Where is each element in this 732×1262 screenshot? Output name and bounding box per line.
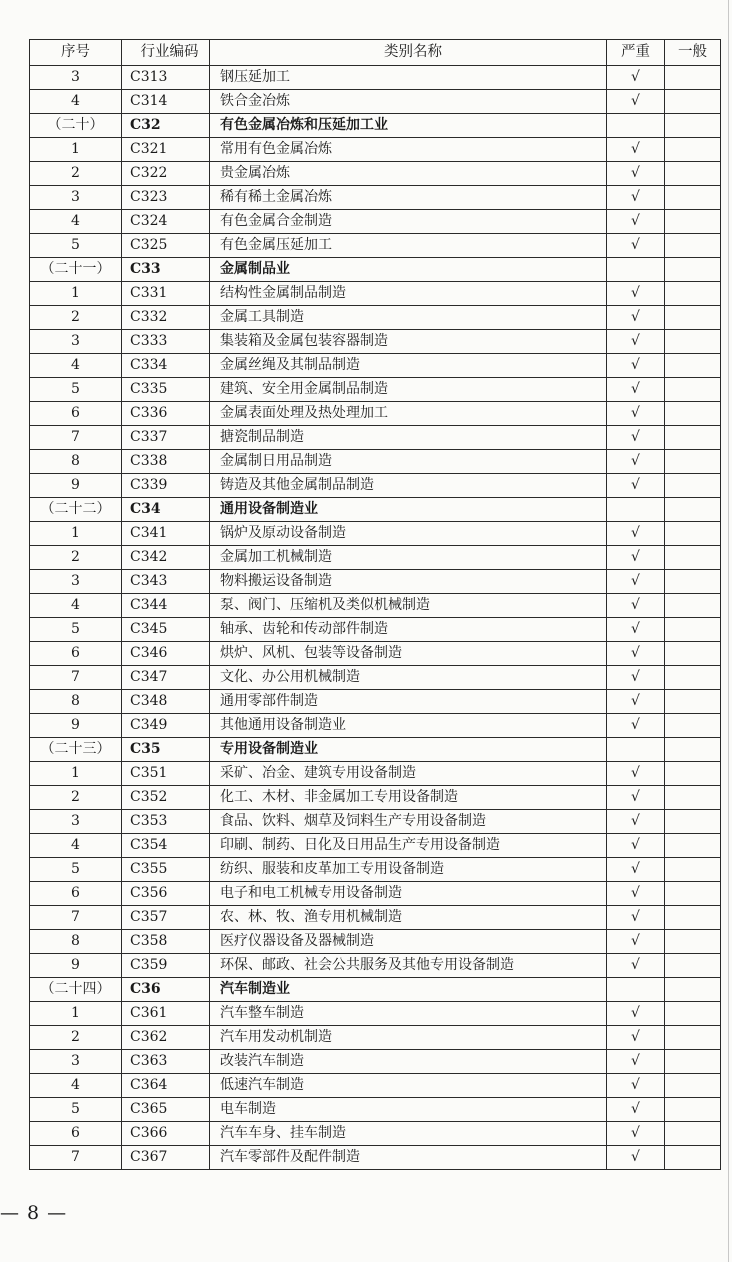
cell-general	[665, 954, 721, 978]
cell-code: C333	[122, 330, 210, 354]
cell-general	[665, 714, 721, 738]
section-row	[30, 738, 721, 762]
cell-name: 汽车制造业	[210, 978, 607, 1002]
cell-general	[665, 258, 721, 282]
cell-seq: 1	[30, 1002, 122, 1026]
cell-seq: 6	[30, 642, 122, 666]
cell-name: 汽车车身、挂车制造	[210, 1122, 607, 1146]
cell-name: 金属制品业	[210, 258, 607, 282]
cell-seq: 7	[30, 666, 122, 690]
cell-general	[665, 402, 721, 426]
table-row	[30, 402, 721, 426]
cell-seq: 3	[30, 66, 122, 90]
cell-severe: √	[607, 306, 665, 330]
cell-severe: √	[607, 162, 665, 186]
cell-code: C33	[122, 258, 210, 282]
cell-code: C348	[122, 690, 210, 714]
section-row	[30, 978, 721, 1002]
cell-code: C313	[122, 66, 210, 90]
cell-code: C322	[122, 162, 210, 186]
cell-general	[665, 210, 721, 234]
cell-name: 金属表面处理及热处理加工	[210, 402, 607, 426]
cell-general	[665, 1146, 721, 1170]
cell-general	[665, 378, 721, 402]
cell-name: 稀有稀土金属冶炼	[210, 186, 607, 210]
cell-seq: 6	[30, 882, 122, 906]
cell-seq: 3	[30, 810, 122, 834]
cell-general	[665, 594, 721, 618]
cell-severe: √	[607, 906, 665, 930]
cell-severe: √	[607, 1146, 665, 1170]
cell-general	[665, 882, 721, 906]
cell-seq: 5	[30, 618, 122, 642]
cell-code: C351	[122, 762, 210, 786]
cell-general	[665, 282, 721, 306]
header-name: 类别名称	[210, 40, 607, 66]
table-row	[30, 714, 721, 738]
cell-general	[665, 426, 721, 450]
cell-name: 其他通用设备制造业	[210, 714, 607, 738]
header-code: 行业编码	[122, 40, 210, 66]
cell-code: C36	[122, 978, 210, 1002]
table-row	[30, 810, 721, 834]
cell-code: C359	[122, 954, 210, 978]
cell-seq: （二十二）	[30, 498, 122, 522]
cell-seq: （二十一）	[30, 258, 122, 282]
cell-general	[665, 786, 721, 810]
table-row	[30, 378, 721, 402]
cell-seq: 3	[30, 186, 122, 210]
cell-name: 汽车零部件及配件制造	[210, 1146, 607, 1170]
table-row	[30, 666, 721, 690]
cell-name: 有色金属冶炼和压延加工业	[210, 114, 607, 138]
cell-general	[665, 450, 721, 474]
cell-code: C362	[122, 1026, 210, 1050]
cell-code: C314	[122, 90, 210, 114]
cell-severe	[607, 738, 665, 762]
table-row	[30, 618, 721, 642]
page-number: — 8 —	[0, 1202, 68, 1224]
cell-name: 纺织、服装和皮革加工专用设备制造	[210, 858, 607, 882]
cell-name: 建筑、安全用金属制品制造	[210, 378, 607, 402]
table-row	[30, 210, 721, 234]
table-row	[30, 1098, 721, 1122]
cell-general	[665, 1002, 721, 1026]
table-row	[30, 834, 721, 858]
cell-code: C323	[122, 186, 210, 210]
cell-severe: √	[607, 930, 665, 954]
cell-general	[665, 1026, 721, 1050]
cell-seq: 4	[30, 834, 122, 858]
cell-seq: 7	[30, 426, 122, 450]
cell-name: 医疗仪器设备及器械制造	[210, 930, 607, 954]
table-row	[30, 546, 721, 570]
cell-general	[665, 642, 721, 666]
cell-seq: 1	[30, 282, 122, 306]
cell-seq: 4	[30, 1074, 122, 1098]
page-edge-line	[728, 0, 729, 1262]
cell-code: C342	[122, 546, 210, 570]
cell-severe: √	[607, 186, 665, 210]
table-row	[30, 306, 721, 330]
cell-name: 金属丝绳及其制品制造	[210, 354, 607, 378]
cell-seq: 8	[30, 930, 122, 954]
cell-name: 搪瓷制品制造	[210, 426, 607, 450]
cell-severe: √	[607, 354, 665, 378]
cell-code: C337	[122, 426, 210, 450]
cell-severe: √	[607, 618, 665, 642]
cell-severe: √	[607, 954, 665, 978]
table-row	[30, 162, 721, 186]
cell-seq: 6	[30, 1122, 122, 1146]
cell-seq: （二十三）	[30, 738, 122, 762]
cell-severe: √	[607, 474, 665, 498]
cell-seq: 5	[30, 234, 122, 258]
cell-general	[665, 834, 721, 858]
cell-code: C361	[122, 1002, 210, 1026]
cell-general	[665, 90, 721, 114]
cell-name: 通用零部件制造	[210, 690, 607, 714]
cell-code: C349	[122, 714, 210, 738]
cell-general	[665, 738, 721, 762]
table-row	[30, 282, 721, 306]
cell-name: 采矿、冶金、建筑专用设备制造	[210, 762, 607, 786]
cell-seq: 5	[30, 1098, 122, 1122]
cell-severe: √	[607, 1122, 665, 1146]
cell-seq: 4	[30, 210, 122, 234]
table-row	[30, 786, 721, 810]
cell-severe: √	[607, 882, 665, 906]
cell-general	[665, 306, 721, 330]
cell-severe: √	[607, 762, 665, 786]
cell-severe	[607, 114, 665, 138]
cell-general	[665, 666, 721, 690]
cell-general	[665, 618, 721, 642]
cell-name: 环保、邮政、社会公共服务及其他专用设备制造	[210, 954, 607, 978]
cell-general	[665, 1074, 721, 1098]
cell-name: 农、林、牧、渔专用机械制造	[210, 906, 607, 930]
cell-seq: 8	[30, 450, 122, 474]
cell-code: C34	[122, 498, 210, 522]
table-row	[30, 858, 721, 882]
cell-general	[665, 930, 721, 954]
cell-name: 轴承、齿轮和传动部件制造	[210, 618, 607, 642]
cell-general	[665, 234, 721, 258]
cell-severe: √	[607, 330, 665, 354]
cell-name: 有色金属压延加工	[210, 234, 607, 258]
cell-code: C345	[122, 618, 210, 642]
cell-general	[665, 906, 721, 930]
cell-name: 食品、饮料、烟草及饲料生产专用设备制造	[210, 810, 607, 834]
table-row	[30, 1146, 721, 1170]
cell-severe: √	[607, 714, 665, 738]
cell-severe: √	[607, 858, 665, 882]
cell-seq: 4	[30, 354, 122, 378]
cell-severe: √	[607, 1098, 665, 1122]
cell-severe: √	[607, 402, 665, 426]
cell-seq: 2	[30, 306, 122, 330]
cell-severe: √	[607, 210, 665, 234]
cell-code: C364	[122, 1074, 210, 1098]
cell-code: C343	[122, 570, 210, 594]
table-row	[30, 762, 721, 786]
section-row	[30, 498, 721, 522]
cell-name: 文化、办公用机械制造	[210, 666, 607, 690]
cell-general	[665, 474, 721, 498]
cell-seq: （二十四）	[30, 978, 122, 1002]
cell-code: C336	[122, 402, 210, 426]
cell-severe: √	[607, 282, 665, 306]
table-row	[30, 1026, 721, 1050]
cell-general	[665, 1122, 721, 1146]
cell-general	[665, 570, 721, 594]
cell-severe	[607, 498, 665, 522]
cell-seq: 9	[30, 714, 122, 738]
cell-code: C338	[122, 450, 210, 474]
table-row	[30, 1050, 721, 1074]
cell-code: C335	[122, 378, 210, 402]
cell-general	[665, 66, 721, 90]
cell-general	[665, 522, 721, 546]
cell-seq: 3	[30, 570, 122, 594]
cell-code: C339	[122, 474, 210, 498]
cell-name: 物料搬运设备制造	[210, 570, 607, 594]
table-row	[30, 642, 721, 666]
cell-name: 印刷、制药、日化及日用品生产专用设备制造	[210, 834, 607, 858]
cell-seq: 2	[30, 162, 122, 186]
cell-severe: √	[607, 810, 665, 834]
header-severe: 严重	[607, 40, 665, 66]
table-row	[30, 186, 721, 210]
cell-code: C32	[122, 114, 210, 138]
cell-code: C367	[122, 1146, 210, 1170]
table-row	[30, 66, 721, 90]
cell-general	[665, 762, 721, 786]
cell-code: C356	[122, 882, 210, 906]
cell-name: 低速汽车制造	[210, 1074, 607, 1098]
cell-severe	[607, 258, 665, 282]
table-row	[30, 138, 721, 162]
cell-severe: √	[607, 594, 665, 618]
cell-code: C321	[122, 138, 210, 162]
cell-code: C341	[122, 522, 210, 546]
cell-code: C347	[122, 666, 210, 690]
cell-seq: 2	[30, 546, 122, 570]
cell-name: 金属制日用品制造	[210, 450, 607, 474]
cell-severe: √	[607, 786, 665, 810]
section-row	[30, 258, 721, 282]
cell-general	[665, 186, 721, 210]
cell-severe: √	[607, 546, 665, 570]
cell-code: C35	[122, 738, 210, 762]
cell-name: 化工、木材、非金属加工专用设备制造	[210, 786, 607, 810]
cell-seq: （二十）	[30, 114, 122, 138]
cell-seq: 3	[30, 1050, 122, 1074]
cell-seq: 7	[30, 906, 122, 930]
cell-name: 改装汽车制造	[210, 1050, 607, 1074]
cell-severe: √	[607, 66, 665, 90]
cell-seq: 2	[30, 1026, 122, 1050]
cell-code: C325	[122, 234, 210, 258]
table-body	[30, 66, 721, 1170]
cell-seq: 1	[30, 762, 122, 786]
cell-general	[665, 978, 721, 1002]
cell-general	[665, 810, 721, 834]
cell-seq: 5	[30, 858, 122, 882]
cell-general	[665, 546, 721, 570]
cell-general	[665, 138, 721, 162]
cell-seq: 4	[30, 90, 122, 114]
cell-general	[665, 690, 721, 714]
cell-general	[665, 354, 721, 378]
table-row	[30, 474, 721, 498]
cell-severe: √	[607, 642, 665, 666]
table-row	[30, 354, 721, 378]
cell-severe: √	[607, 90, 665, 114]
cell-seq: 7	[30, 1146, 122, 1170]
cell-seq: 9	[30, 474, 122, 498]
cell-general	[665, 1098, 721, 1122]
table-row	[30, 594, 721, 618]
cell-code: C353	[122, 810, 210, 834]
cell-name: 汽车用发动机制造	[210, 1026, 607, 1050]
cell-seq: 1	[30, 522, 122, 546]
cell-name: 烘炉、风机、包装等设备制造	[210, 642, 607, 666]
cell-severe: √	[607, 378, 665, 402]
table-row	[30, 930, 721, 954]
cell-name: 集装箱及金属包装容器制造	[210, 330, 607, 354]
cell-seq: 2	[30, 786, 122, 810]
table-row	[30, 954, 721, 978]
cell-code: C352	[122, 786, 210, 810]
table-row	[30, 450, 721, 474]
cell-code: C332	[122, 306, 210, 330]
cell-name: 结构性金属制品制造	[210, 282, 607, 306]
cell-name: 电车制造	[210, 1098, 607, 1122]
cell-name: 通用设备制造业	[210, 498, 607, 522]
cell-name: 锅炉及原动设备制造	[210, 522, 607, 546]
cell-code: C366	[122, 1122, 210, 1146]
cell-code: C363	[122, 1050, 210, 1074]
header-seq: 序号	[30, 40, 122, 66]
table-row	[30, 1122, 721, 1146]
table-row	[30, 426, 721, 450]
cell-seq: 4	[30, 594, 122, 618]
cell-name: 汽车整车制造	[210, 1002, 607, 1026]
cell-severe: √	[607, 1002, 665, 1026]
cell-severe	[607, 978, 665, 1002]
cell-severe: √	[607, 570, 665, 594]
cell-severe: √	[607, 138, 665, 162]
cell-code: C365	[122, 1098, 210, 1122]
cell-name: 常用有色金属冶炼	[210, 138, 607, 162]
cell-severe: √	[607, 1074, 665, 1098]
cell-severe: √	[607, 450, 665, 474]
cell-general	[665, 114, 721, 138]
cell-general	[665, 1050, 721, 1074]
cell-code: C331	[122, 282, 210, 306]
cell-severe: √	[607, 1050, 665, 1074]
cell-severe: √	[607, 1026, 665, 1050]
cell-seq: 8	[30, 690, 122, 714]
cell-severe: √	[607, 522, 665, 546]
cell-name: 泵、阀门、压缩机及类似机械制造	[210, 594, 607, 618]
cell-severe: √	[607, 690, 665, 714]
cell-code: C357	[122, 906, 210, 930]
cell-general	[665, 330, 721, 354]
cell-name: 铁合金冶炼	[210, 90, 607, 114]
table-header-row	[30, 40, 721, 66]
cell-code: C354	[122, 834, 210, 858]
header-general: 一般	[665, 40, 721, 66]
table-row	[30, 690, 721, 714]
cell-name: 金属工具制造	[210, 306, 607, 330]
cell-code: C355	[122, 858, 210, 882]
cell-name: 金属加工机械制造	[210, 546, 607, 570]
cell-severe: √	[607, 834, 665, 858]
table-row	[30, 1074, 721, 1098]
table-row	[30, 1002, 721, 1026]
cell-name: 专用设备制造业	[210, 738, 607, 762]
cell-seq: 6	[30, 402, 122, 426]
cell-general	[665, 858, 721, 882]
cell-code: C358	[122, 930, 210, 954]
table-row	[30, 330, 721, 354]
table-row	[30, 90, 721, 114]
table-row	[30, 570, 721, 594]
cell-name: 有色金属合金制造	[210, 210, 607, 234]
cell-code: C334	[122, 354, 210, 378]
cell-code: C344	[122, 594, 210, 618]
cell-code: C324	[122, 210, 210, 234]
cell-name: 电子和电工机械专用设备制造	[210, 882, 607, 906]
cell-code: C346	[122, 642, 210, 666]
industry-table	[29, 39, 721, 1170]
cell-seq: 1	[30, 138, 122, 162]
cell-seq: 3	[30, 330, 122, 354]
table-row	[30, 882, 721, 906]
cell-name: 贵金属冶炼	[210, 162, 607, 186]
cell-seq: 9	[30, 954, 122, 978]
section-row	[30, 114, 721, 138]
cell-name: 铸造及其他金属制品制造	[210, 474, 607, 498]
table-row	[30, 906, 721, 930]
cell-general	[665, 498, 721, 522]
cell-severe: √	[607, 234, 665, 258]
cell-severe: √	[607, 426, 665, 450]
cell-general	[665, 162, 721, 186]
table-row	[30, 522, 721, 546]
cell-seq: 5	[30, 378, 122, 402]
cell-severe: √	[607, 666, 665, 690]
table-row	[30, 234, 721, 258]
cell-name: 钢压延加工	[210, 66, 607, 90]
